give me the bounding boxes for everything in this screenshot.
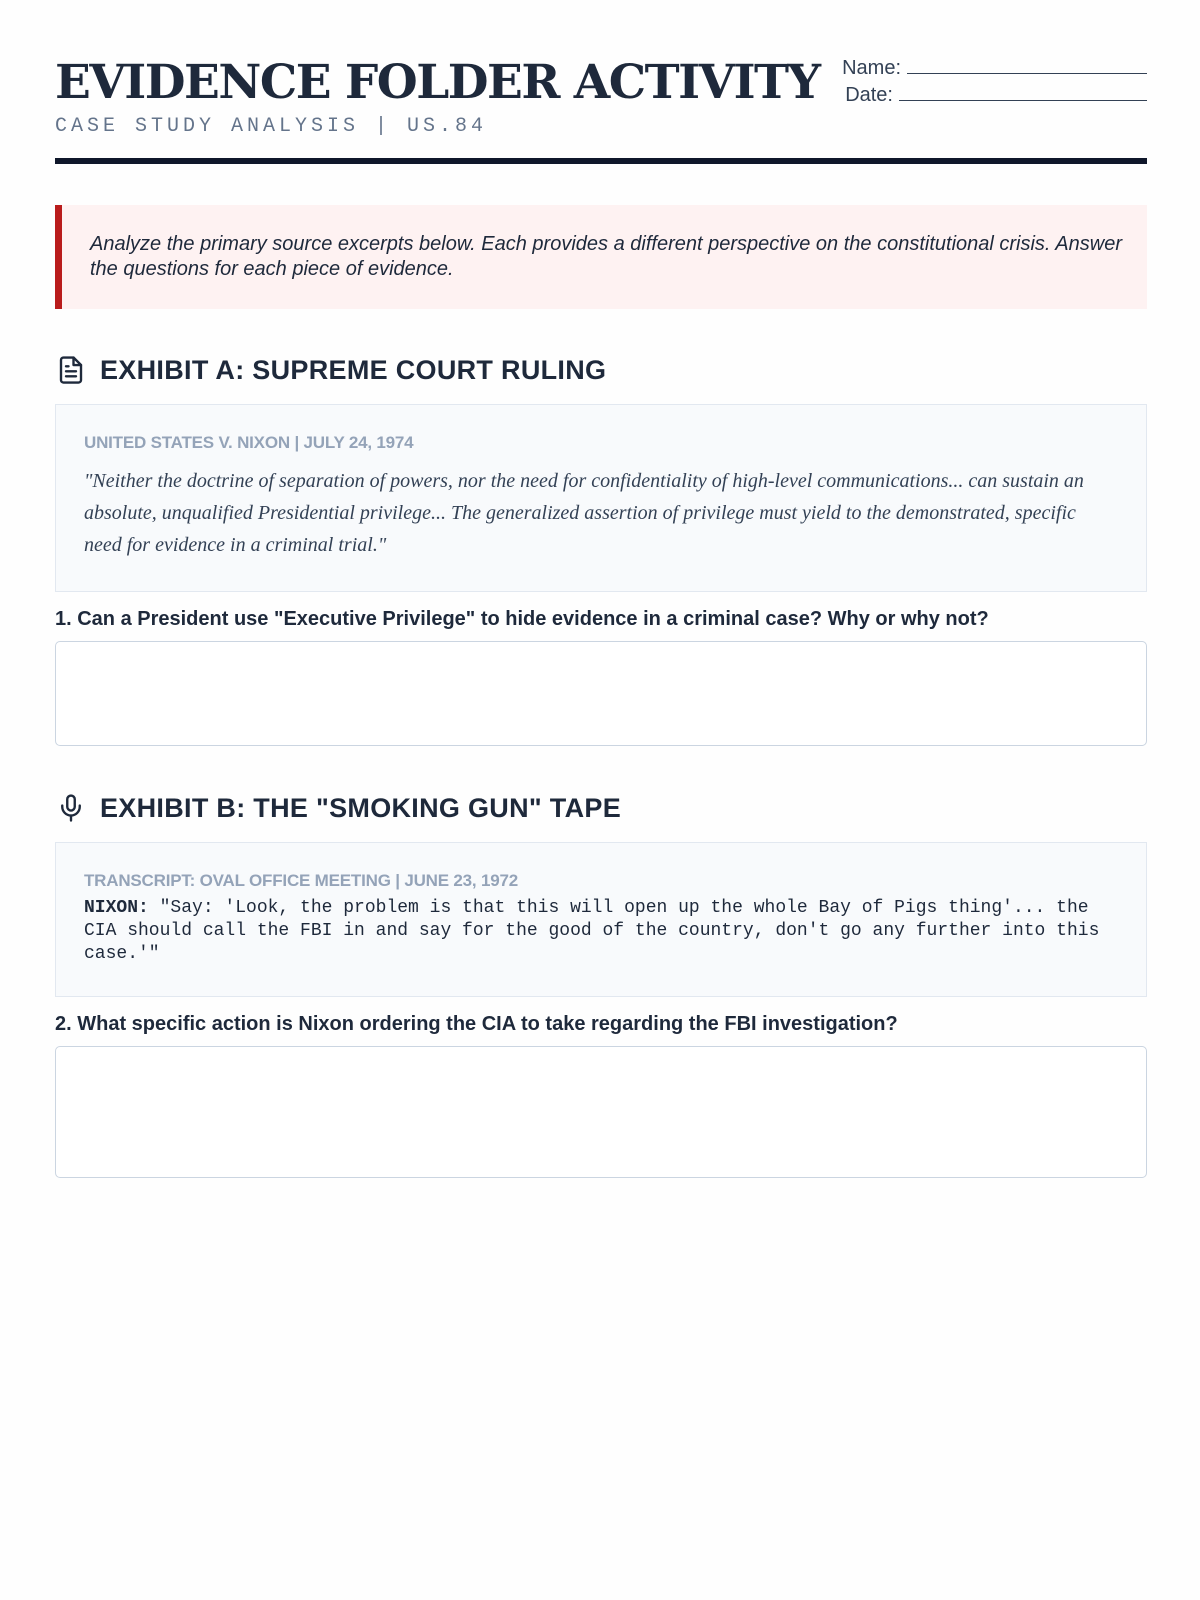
question-1: 1. Can a President use "Executive Privilege" to hide evidence in a criminal case? Why or why not?: [55, 608, 989, 630]
page-subtitle: CASE STUDY ANALYSIS | US.84: [55, 115, 488, 138]
exhibit-a-source: [55, 404, 1147, 592]
exhibit-b-title: EXHIBIT B: THE "SMOKING GUN" TAPE: [100, 792, 622, 823]
answer-box-1[interactable]: [55, 641, 1147, 746]
date-label: Date:: [845, 84, 893, 106]
microphone-icon: [55, 792, 87, 824]
exhibit-a-source-label: UNITED STATES V. NIXON | JULY 24, 1974: [84, 433, 414, 452]
name-row: [842, 55, 1147, 82]
speaker-label: NIXON:: [84, 898, 149, 918]
exhibit-a-title: EXHIBIT A: SUPREME COURT RULING: [100, 354, 607, 385]
date-row: [842, 82, 1147, 109]
document-icon: [55, 354, 87, 386]
exhibit-b-source-label: TRANSCRIPT: OVAL OFFICE MEETING | JUNE 23, 1972: [84, 871, 518, 890]
date-blank-line[interactable]: [899, 82, 1147, 101]
student-info: [842, 55, 1147, 109]
worksheet-page: [55, 55, 1147, 1178]
instructions-callout: Analyze the primary source excerpts below. Each provides a different perspective on the constitutional crisis. Answer the questions for each piece of evidence.: [55, 205, 1147, 309]
worksheet-header: [55, 55, 1147, 164]
page-title: EVIDENCE FOLDER ACTIVITY: [55, 55, 820, 110]
exhibit-b-heading: [55, 790, 1147, 826]
exhibit-b-transcript: [84, 897, 1118, 966]
question-2: 2. What specific action is Nixon ordering the CIA to take regarding the FBI investigation?: [55, 1013, 898, 1035]
name-label: Name:: [842, 57, 901, 79]
exhibit-a-heading: [55, 352, 1147, 388]
answer-box-2[interactable]: [55, 1046, 1147, 1178]
name-blank-line[interactable]: [907, 55, 1147, 74]
exhibit-b-source: [55, 842, 1147, 997]
exhibit-a-quote: "Neither the doctrine of separation of powers, nor the need for confidentiality of high-level communications... can sustain an absolute, unqualified Presidential privilege... The generalized assertion of privilege must yield to the demonstrated, specific need for evidence in a criminal trial.": [84, 470, 1084, 556]
exhibit-b-quote: "Say: 'Look, the problem is that this will open up the whole Bay of Pigs thing'... the CIA should call the FBI in and say for the good of the country, don't go any further into this case.'": [84, 898, 1100, 964]
